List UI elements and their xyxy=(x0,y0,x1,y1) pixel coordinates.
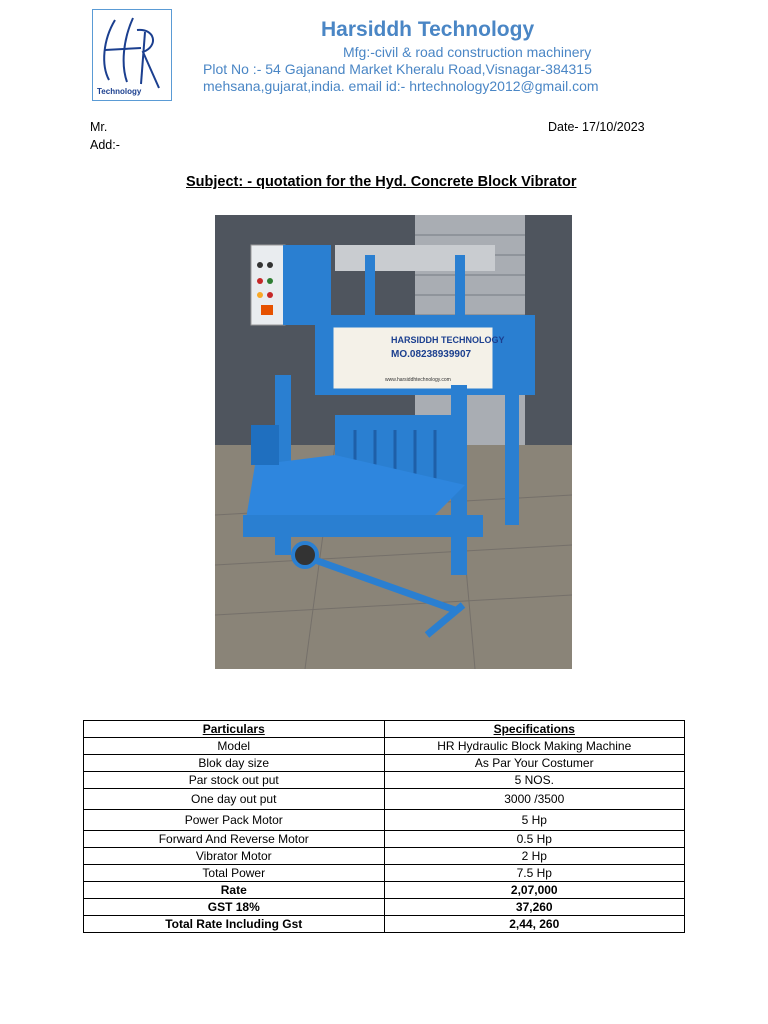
table-row xyxy=(84,831,685,848)
particular-cell: GST 18% xyxy=(84,899,385,916)
specification-cell: 3000 /3500 xyxy=(384,789,685,810)
gst-value: 37,260 xyxy=(384,899,685,916)
particular-cell: Vibrator Motor xyxy=(84,848,385,865)
particular-cell: Model xyxy=(84,738,385,755)
specification-cell: 0.5 Hp xyxy=(384,831,685,848)
machine-photo xyxy=(215,215,572,669)
panel-phone-text: MO.08238939907 xyxy=(391,349,472,360)
recipient-address-label: Add:- xyxy=(90,138,120,152)
panel-website-text: www.harsiddhtechnology.com xyxy=(385,377,451,383)
panel-company-text: HARSIDDH TECHNOLOGY xyxy=(391,335,505,345)
specification-cell: 5 NOS. xyxy=(384,772,685,789)
particular-cell: Rate xyxy=(84,882,385,899)
particular-cell: Forward And Reverse Motor xyxy=(84,831,385,848)
header-specifications: Specifications xyxy=(384,721,685,738)
rate-row xyxy=(84,882,685,899)
rate-value: 2,07,000 xyxy=(384,882,685,899)
table-row xyxy=(84,865,685,882)
particular-cell: Power Pack Motor xyxy=(84,810,385,831)
company-contact: mehsana,gujarat,india. email id:- hrtechnology2012@gmail.com xyxy=(203,78,599,94)
particular-cell: Par stock out put xyxy=(84,772,385,789)
company-tagline: Mfg:-civil & road construction machinery xyxy=(343,44,592,60)
company-address: Plot No :- 54 Gajanand Market Kheralu Road,Visnagar-384315 xyxy=(203,61,592,77)
table-row xyxy=(84,772,685,789)
table-row xyxy=(84,789,685,810)
header-particulars: Particulars xyxy=(84,721,385,738)
specification-cell: 7.5 Hp xyxy=(384,865,685,882)
company-logo xyxy=(92,9,172,101)
quotation-date: Date- 17/10/2023 xyxy=(548,120,645,134)
table-row xyxy=(84,738,685,755)
subject-line: Subject: - quotation for the Hyd. Concrete Block Vibrator xyxy=(186,174,577,190)
table-row xyxy=(84,810,685,831)
specification-cell: HR Hydraulic Block Making Machine xyxy=(384,738,685,755)
table-row xyxy=(84,755,685,772)
particular-cell: Total Rate Including Gst xyxy=(84,916,385,933)
recipient-name-label: Mr. xyxy=(90,120,108,134)
total-row xyxy=(84,916,685,933)
specification-cell: 2 Hp xyxy=(384,848,685,865)
table-row xyxy=(84,848,685,865)
specification-cell: 5 Hp xyxy=(384,810,685,831)
company-name: Harsiddh Technology xyxy=(321,18,535,41)
specification-table xyxy=(83,720,685,933)
logo-text: Technology xyxy=(97,87,142,96)
particular-cell: Blok day size xyxy=(84,755,385,772)
particular-cell: Total Power xyxy=(84,865,385,882)
gst-row xyxy=(84,899,685,916)
table-header-row xyxy=(84,721,685,738)
particular-cell: One day out put xyxy=(84,789,385,810)
specification-cell: As Par Your Costumer xyxy=(384,755,685,772)
total-value: 2,44, 260 xyxy=(384,916,685,933)
